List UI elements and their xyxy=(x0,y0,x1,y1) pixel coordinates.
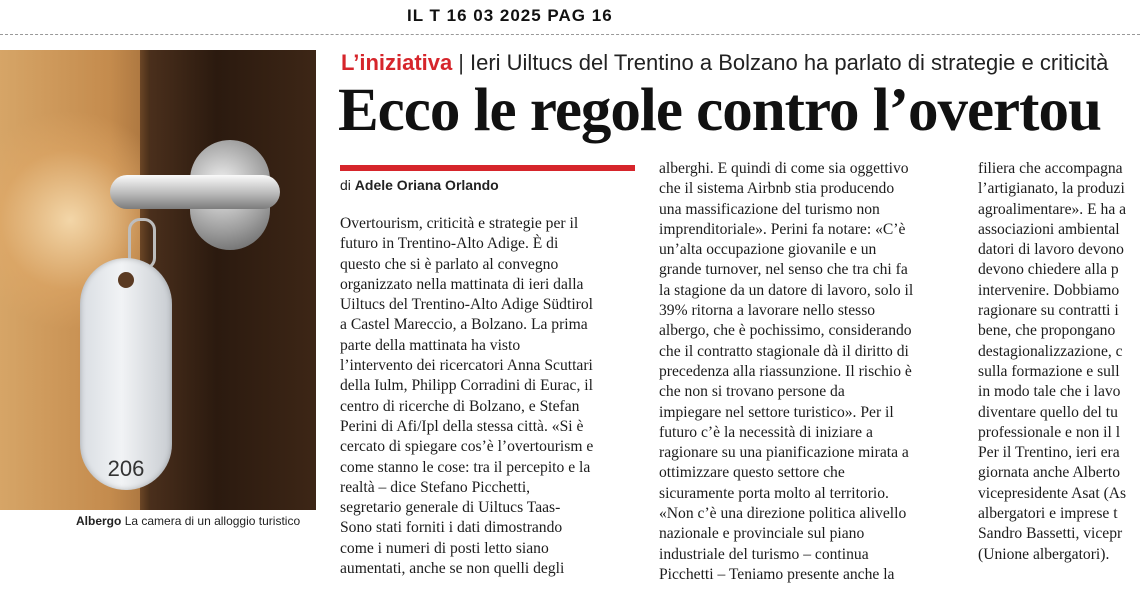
text-line: associazioni ambiental xyxy=(978,220,1120,238)
text-line: agroalimentare». E ha a xyxy=(978,200,1127,218)
text-line: che il sistema Airbnb stia producendo xyxy=(659,180,895,198)
text-line: (Unione albergatori). xyxy=(978,545,1110,563)
byline-author: Adele Oriana Orlando xyxy=(354,177,499,193)
text-line: ragionare su una pianificazione mirata a xyxy=(659,444,909,462)
text-line: Picchetti – Teniamo presente anche la xyxy=(659,565,895,583)
text-line: della Iulm, Philipp Corradini di Eurac, il xyxy=(340,377,593,395)
text-line: parte della mattinata ha visto xyxy=(340,336,521,354)
caption-text: La camera di un alloggio turistico xyxy=(124,514,301,528)
text-line: realtà – dice Stefano Picchetti, xyxy=(340,478,531,496)
text-line: vicepresidente Asat (As xyxy=(978,484,1127,502)
text-line: aumentati, anche se non quelli degli xyxy=(340,560,565,578)
text-line: segretario generale di Uiltucs Taas- xyxy=(340,499,561,517)
text-line: in modo tale che i lavo xyxy=(978,383,1121,401)
kicker-separator: | xyxy=(458,50,464,75)
text-line: futuro c’è la necessità di iniziare a xyxy=(659,423,873,441)
text-line: impiegare nel settore turistico». Per il xyxy=(659,403,894,421)
kicker-label: L’iniziativa xyxy=(341,50,453,75)
room-number: 206 xyxy=(107,456,145,481)
caption-label: Albergo xyxy=(76,514,122,528)
text-line: come stanno le cose: tra il percepito e la xyxy=(340,458,591,476)
door-handle xyxy=(110,175,280,209)
text-line: ottimizzare questo settore che xyxy=(659,464,845,482)
page-reference: IL T 16 03 2025 PAG 16 xyxy=(407,6,613,25)
text-line: Sandro Bassetti, vicepr xyxy=(978,525,1123,543)
article-column-3 xyxy=(978,159,1126,565)
room-key-tag xyxy=(80,258,172,490)
text-line: filiera che accompagna xyxy=(978,160,1123,177)
article-headline: Ecco le regole contro l’overtou xyxy=(338,77,1101,144)
text-line: che non si trovano persone da xyxy=(659,383,845,401)
door-panel xyxy=(150,50,316,510)
text-line: sicuramente porta molto al territorio. xyxy=(659,484,889,502)
text-line: diventare quello del tu xyxy=(978,403,1118,421)
text-line: destagionalizzazione, c xyxy=(978,342,1123,360)
text-line: questo che si è parlato al convegno xyxy=(340,255,559,273)
text-line: come i numeri di posti letto siano xyxy=(340,539,549,557)
text-line: nazionale e provinciale sul piano xyxy=(659,525,865,543)
article-column-1 xyxy=(340,214,593,579)
text-line: che il contratto stagionale dà il diritto di xyxy=(659,342,909,360)
hotel-door-photo xyxy=(0,50,316,510)
text-line: l’intervento dei ricercatori Anna Scuttari xyxy=(340,357,593,375)
text-line: Overtourism, criticità e strategie per il xyxy=(340,215,579,232)
text-line: Sono stati forniti i dati dimostrando xyxy=(340,519,563,537)
text-line: precedenza alla riassunzione. Il rischio è xyxy=(659,362,912,380)
text-line: sulla formazione e sull xyxy=(978,362,1120,380)
page-header xyxy=(0,0,1140,35)
text-line: futuro in Trentino-Alto Adige. È di xyxy=(340,235,559,253)
text-line: organizzato nella mattinata di ieri dalla xyxy=(340,275,584,293)
text-line: alberghi. E quindi di come sia oggettivo xyxy=(659,160,909,177)
text-line: devono chiedere alla p xyxy=(978,261,1119,279)
text-line: Per il Trentino, ieri era xyxy=(978,444,1120,462)
text-line: albergatori e imprese t xyxy=(978,505,1118,523)
text-line: bene, che propongano xyxy=(978,322,1116,340)
article-kicker xyxy=(341,50,1108,76)
byline-prefix: di xyxy=(340,177,351,193)
text-line: la stagione da un datore di lavoro, solo il xyxy=(659,281,914,299)
byline xyxy=(340,177,499,193)
text-line: «Non c’è una direzione politica alivello xyxy=(659,505,907,523)
text-line: imprenditoriale». Perini fa notare: «C’è xyxy=(659,220,906,238)
kicker-text: Ieri Uiltucs del Trentino a Bolzano ha parlato di strategie e criticità xyxy=(469,50,1109,75)
text-line: un’alta occupazione giovanile e un xyxy=(659,241,877,259)
text-line: ragionare su contratti i xyxy=(978,302,1119,320)
text-line: una massificazione del turismo non xyxy=(659,200,880,218)
text-line: 39% ritorna a lavorare nello stesso xyxy=(659,302,876,320)
text-line: Uiltucs del Trentino-Alto Adige Südtirol xyxy=(340,296,593,314)
article-column-2 xyxy=(659,159,913,585)
text-line: grande turnover, nel senso che tra chi fa xyxy=(659,261,908,279)
text-line: professionale e non il l xyxy=(978,423,1121,441)
text-line: industriale del turismo – continua xyxy=(659,545,869,563)
text-line: datori di lavoro devono xyxy=(978,241,1124,259)
tag-hole xyxy=(118,272,134,288)
text-line: a Castel Mareccio, a Bolzano. La prima xyxy=(340,316,588,334)
photo-caption xyxy=(76,514,300,528)
text-line: giornata anche Alberto xyxy=(978,464,1121,482)
text-line: cercato di spiegare cos’è l’overtourism e xyxy=(340,438,594,456)
text-line: Perini di Afi/Ipl della stessa città. «Si è xyxy=(340,417,584,435)
text-line: albergo, che è pochissimo, considerando xyxy=(659,322,912,340)
text-line: intervenire. Dobbiamo xyxy=(978,281,1120,299)
text-line: l’artigianato, la produzi xyxy=(978,180,1125,198)
byline-rule xyxy=(340,165,635,171)
text-line: centro di ricerche di Bolzano, e Stefan xyxy=(340,397,580,415)
